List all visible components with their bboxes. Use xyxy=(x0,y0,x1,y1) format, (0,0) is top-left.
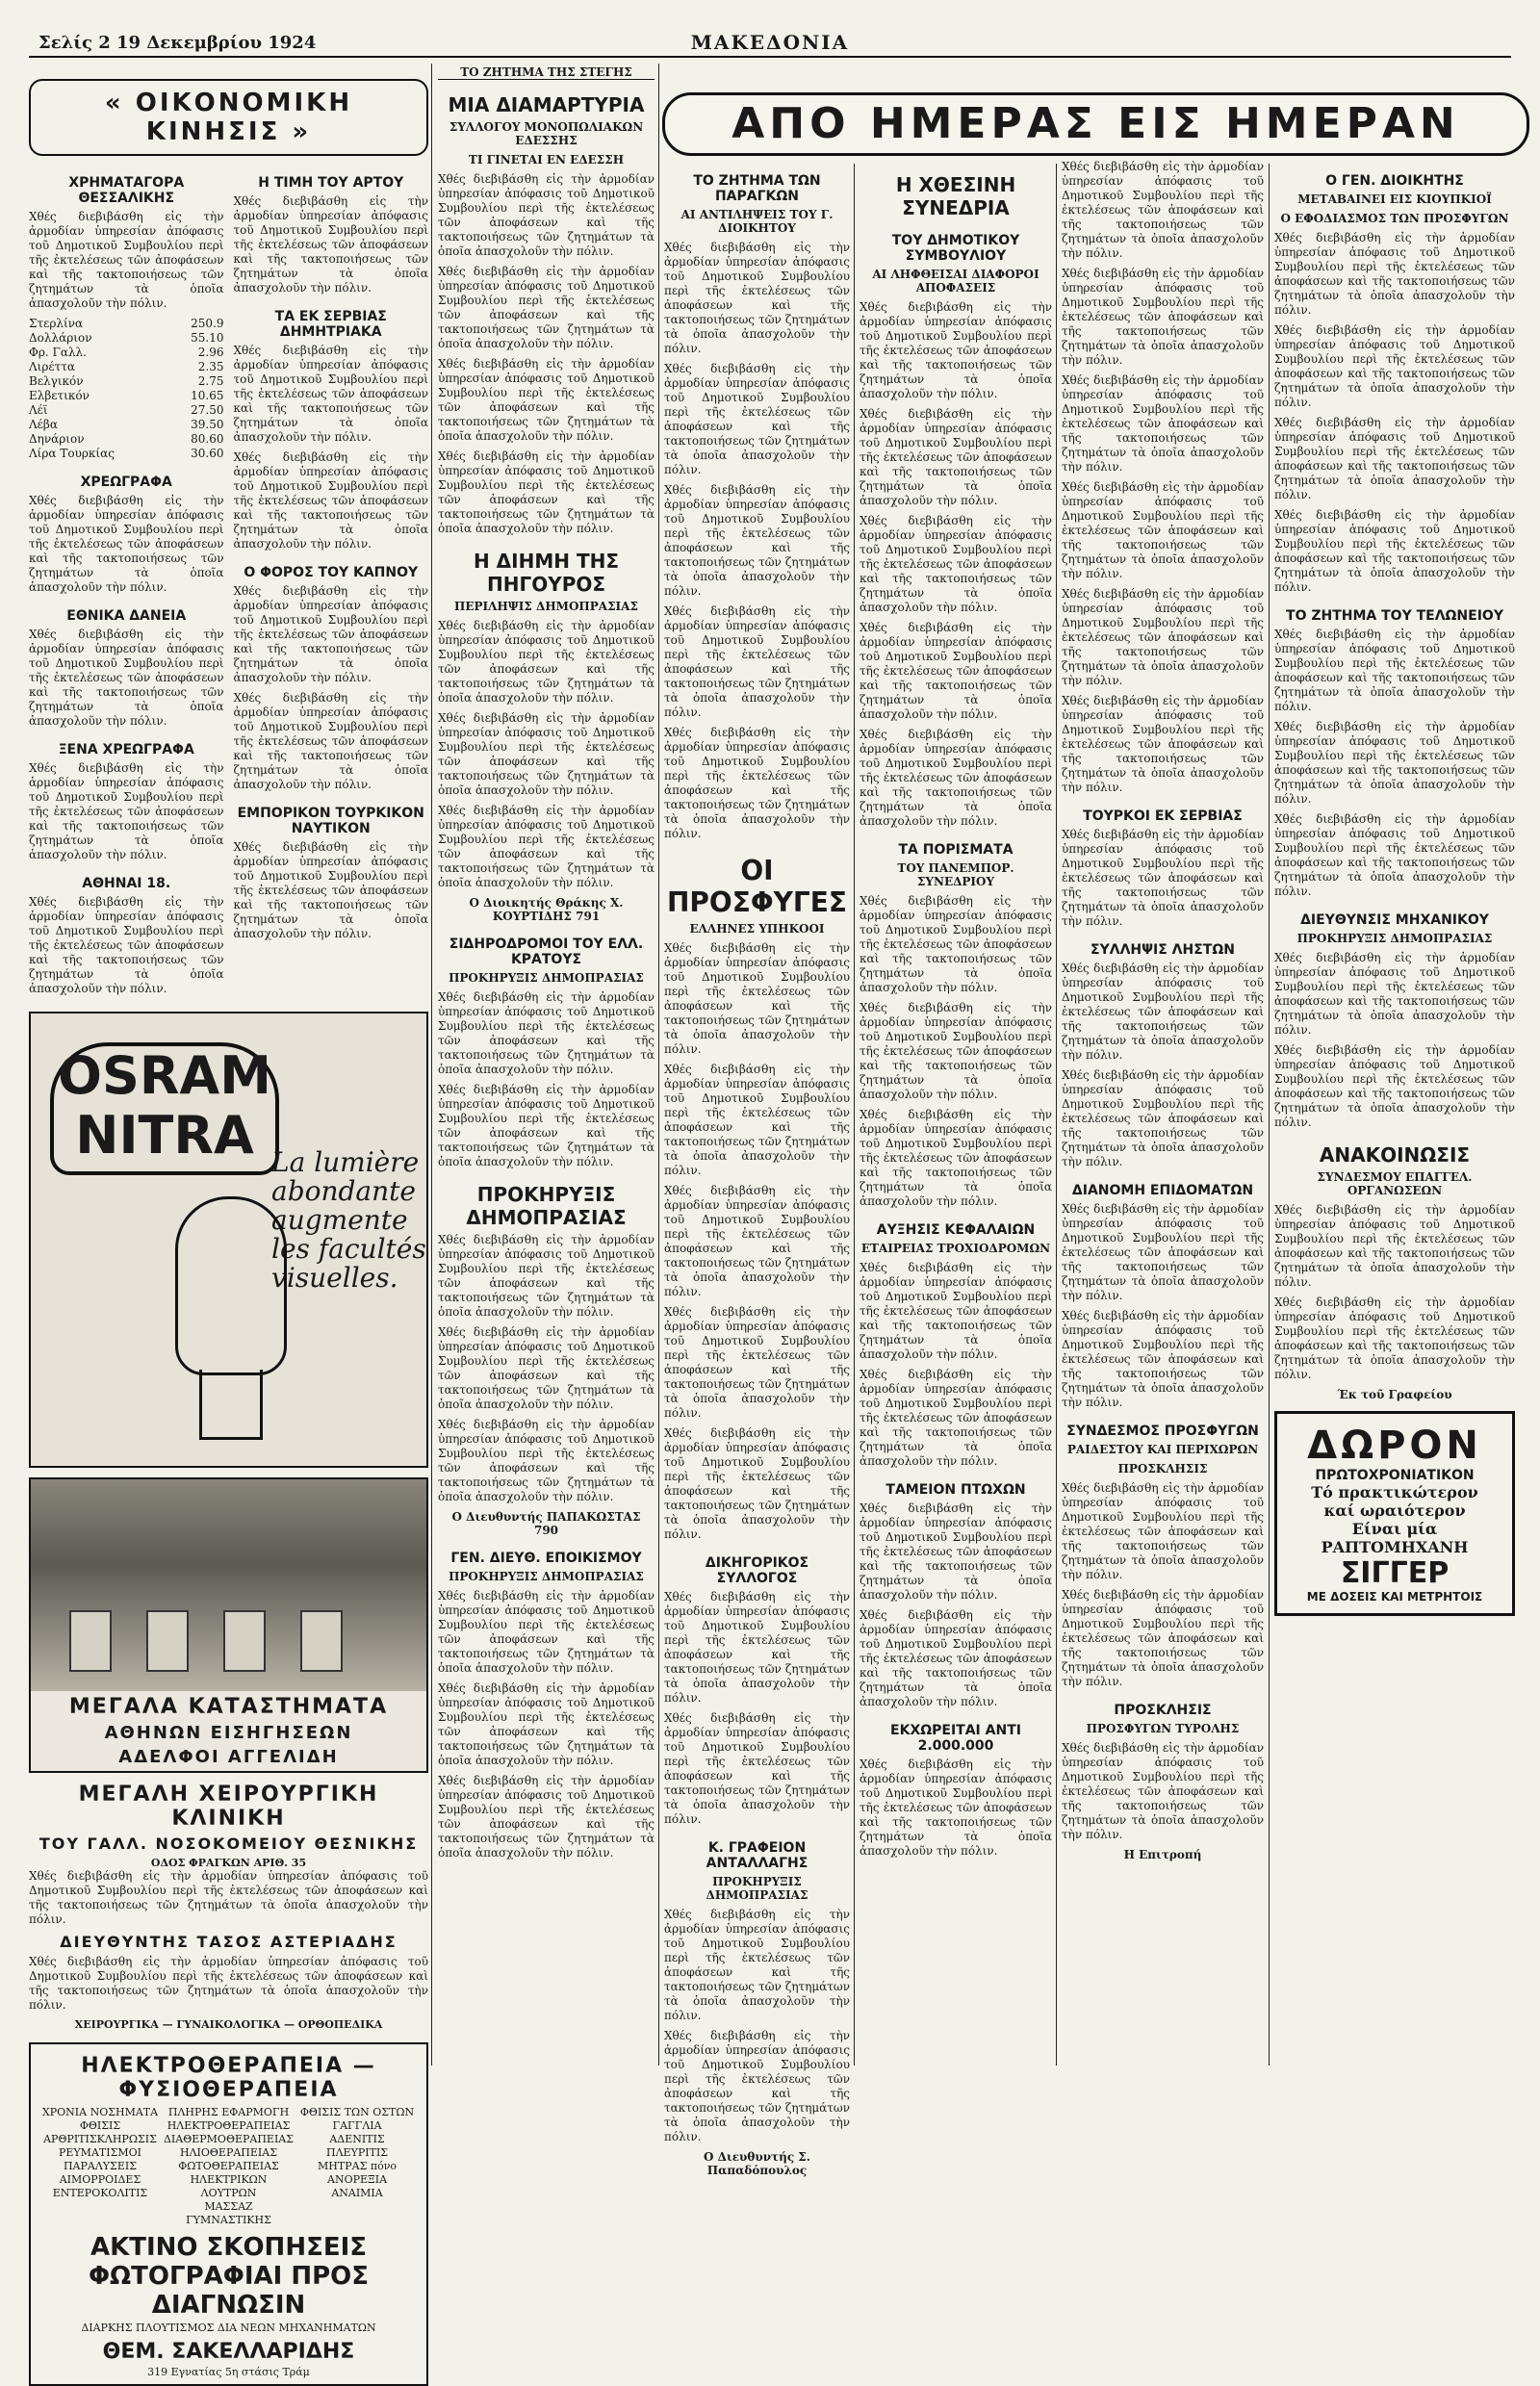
heading-protest: ΜΙΑ ΔΙΑΜΑΡΤΥΡΙΑ xyxy=(448,93,645,116)
window-shape xyxy=(146,1610,189,1672)
article-text: Χθές διεβιβάσθη εἰς τὴν ἀρμοδίαν ὑπηρεσίαν ἀπόφασις τοῦ Δημοτικοῦ Συμβουλίου περὶ τῆς ἐκτελέσεως τῶν ἀποφάσεων καὶ τῆς τακτοποιήσεως τῶν ζητημάτων τὰ ὁποῖα ἀπασχολοῦν τὴν πόλιν. xyxy=(1274,1296,1515,1381)
article-text: Χθές διεβιβάσθη εἰς τὴν ἀρμοδίαν ὑπηρεσίαν ἀπόφασις τοῦ Δημοτικοῦ Συμβουλίου περὶ τῆς ἐκτελέσεως τῶν ἀποφάσεων καὶ τῆς τακτοποιήσεως τῶν ζητημάτων τὰ ὁποῖα ἀπασχολοῦν τὴν πόλιν. xyxy=(1062,828,1264,928)
currency-name: Δηνάριον xyxy=(29,432,85,446)
article-text: Χθές διεβιβάσθη εἰς τὴν ἀρμοδίαν ὑπηρεσίαν ἀπόφασις τοῦ Δημοτικοῦ Συμβουλίου περὶ τῆς ἐκτελέσεως τῶν ἀποφάσεων καὶ τῆς τακτοποιήσεως τῶν ζητημάτων τὰ ὁποῖα ἀπασχολοῦν τὴν πόλιν. xyxy=(233,840,428,940)
article-text: Χθές διεβιβάσθη εἰς τὴν ἀρμοδίαν ὑπηρεσίαν ἀπόφασις τοῦ Δημοτικοῦ Συμβουλίου περὶ τῆς ἐκτελέσεως τῶν ἀποφάσεων καὶ τῆς τακτοποιήσεως τῶν ζητημάτων τὰ ὁποῖα ἀπασχολοῦν τὴν πόλιν. xyxy=(29,628,224,728)
article-text: Χθές διεβιβάσθη εἰς τὴν ἀρμοδίαν ὑπηρεσίαν ἀπόφασις τοῦ Δημοτικοῦ Συμβουλίου περὶ τῆς ἐκτελέσεως τῶν ἀποφάσεων καὶ τῆς τακτοποιήσεως τῶν ζητημάτων τὰ ὁποῖα ἀπασχολοῦν τὴν πόλιν. xyxy=(233,194,428,295)
ad-line-4: Είναι μία ΡΑΠΤΟΜΗΧΑΝΗ xyxy=(1321,1520,1469,1556)
section-banner xyxy=(662,92,1529,156)
clinic-director: ΔΙΕΥΘΥΝΤΗΣ ΤΑΣΟΣ ΑΣΤΕΡΙΑΔΗΣ xyxy=(60,1933,398,1951)
masthead xyxy=(29,27,1511,58)
lightbulb-base-icon xyxy=(199,1370,263,1440)
clinic-advertisement xyxy=(29,1783,428,2031)
currency-name: Δολλάριον xyxy=(29,331,92,345)
article-text: Χθές διεβιβάσθη εἰς τὴν ἀρμοδίαν ὑπηρεσίαν ἀπόφασις τοῦ Δημοτικοῦ Συμβουλίου περὶ τῆς ἐκτελέσεως τῶν ἀποφάσεων καὶ τῆς τακτοποιήσεως τῶν ζητημάτων τὰ ὁποῖα ἀπασχολοῦν τὴν πόλιν. xyxy=(1274,1043,1515,1129)
article-text: Χθές διεβιβάσθη εἰς τὴν ἀρμοδίαν ὑπηρεσίαν ἀπόφασις τοῦ Δημοτικοῦ Συμβουλίου περὶ τῆς ἐκτελέσεως τῶν ἀποφάσεων καὶ τῆς τακτοποιήσεως τῶν ζητημάτων τὰ ὁποῖα ἀπασχολοῦν τὴν πόλιν. xyxy=(1274,628,1515,713)
ad-line-6: ΜΕ ΔΟΣΕΙΣ ΚΑΙ ΜΕΤΡΗΤΟΙΣ xyxy=(1306,1590,1483,1603)
clinic-subtitle: ΤΟΥ ΓΑΛΛ. ΝΟΣΟΚΟΜΕΙΟΥ ΘΕΣΝΙΚΗΣ xyxy=(38,1834,419,1853)
osram-advertisement xyxy=(29,1012,428,1468)
article-text: Χθές διεβιβάσθη εἰς τὴν ἀρμοδίαν ὑπηρεσίαν ἀπόφασις τοῦ Δημοτικοῦ Συμβουλίου περὶ τῆς ἐκτελέσεως τῶν ἀποφάσεων καὶ τῆς τακτοποιήσεως τῶν ζητημάτων τὰ ὁποῖα ἀπασχολοῦν τὴν πόλιν. xyxy=(438,449,654,535)
column-huts xyxy=(664,160,850,2177)
article-text: Χθές διεβιβάσθη εἰς τὴν ἀρμοδίαν ὑπηρεσίαν ἀπόφασις τοῦ Δημοτικοῦ Συμβουλίου περὶ τῆς ἐκτελέσεως τῶν ἀποφάσεων καὶ τῆς τακτοποιήσεως τῶν ζητημάτων τὰ ὁποῖα ἀπασχολοῦν τὴν πόλιν. xyxy=(664,1711,850,1826)
currency-name: Ελβετικόν xyxy=(29,389,90,402)
subheading-auction: ΠΕΡΙΛΗΨΙΣ ΔΗΜΟΠΡΑΣΙΑΣ xyxy=(454,600,638,613)
article-text: Χθές διεβιβάσθη εἰς τὴν ἀρμοδίαν ὑπηρεσίαν ἀπόφασις τοῦ Δημοτικοῦ Συμβουλίου περὶ τῆς ἐκτελέσεως τῶν ἀποφάσεων καὶ τῆς τακτοποιήσεως τῶν ζητημάτων τὰ ὁποῖα ἀπασχολοῦν τὴν πόλιν. xyxy=(1062,1309,1264,1409)
heading-refugees: ΟΙ ΠΡΟΣΦΥΓΕΣ xyxy=(666,855,848,918)
article-text: Χθές διεβιβάσθη εἰς τὴν ἀρμοδίαν ὑπηρεσίαν ἀπόφασις τοῦ Δημοτικοῦ Συμβουλίου περὶ τῆς ἐκτελέσεως τῶν ἀποφάσεων καὶ τῆς τακτοποιήσεως τῶν ζητημάτων τὰ ὁποῖα ἀπασχολοῦν τὴν πόλιν. xyxy=(1274,508,1515,594)
column-rule xyxy=(1056,164,1057,2065)
currency-rate: 80.60 xyxy=(191,432,224,446)
currency-name: Λίρα Τουρκίας xyxy=(29,447,115,460)
currency-name: Φρ. Γαλλ. xyxy=(29,346,87,359)
heading-serbian-grain: ΤΑ ΕΚ ΣΕΡΒΙΑΣ ΔΗΜΗΤΡΙΑΚΑ xyxy=(274,309,387,340)
article-text: Χθές διεβιβάσθη εἰς τὴν ἀρμοδίαν ὑπηρεσίαν ἀπόφασις τοῦ Δημοτικοῦ Συμβουλίου περὶ τῆς ἐκτελέσεως τῶν ἀποφάσεων καὶ τῆς τακτοποιήσεως τῶν ζητημάτων τὰ ὁποῖα ἀπασχολοῦν τὴν πόλιν. xyxy=(29,895,224,995)
signature: Ο Διευθυντής ΠΑΠΑΚΩΣΤΑΣ 790 xyxy=(451,1510,641,1537)
heading-foreign-bonds: ΞΕΝΑ ΧΡΕΩΓΡΑΦΑ xyxy=(58,742,194,757)
store-owner: ΑΔΕΛΦΟΙ ΑΓΓΕΛΙΔΗ xyxy=(118,1747,339,1767)
ad-line-3: καί ωραιότερον xyxy=(1323,1501,1466,1520)
subheading-supply: Ο ΕΦΟΔΙΑΣΜΟΣ ΤΩΝ ΠΡΟΣΦΥΓΩΝ xyxy=(1280,212,1509,225)
article-text: Χθές διεβιβάσθη εἰς τὴν ἀρμοδίαν ὑπηρεσίαν ἀπόφασις τοῦ Δημοτικοῦ Συμβουλίου περὶ τῆς ἐκτελέσεως τῶν ἀποφάσεων καὶ τῆς τακτοποιήσεως τῶν ζητημάτων τὰ ὁποῖα ἀπασχολοῦν τὴν πόλιν. xyxy=(860,407,1052,507)
ad-line-5: ΣΙΓΓΕΡ xyxy=(1340,1556,1450,1590)
article-text: Χθές διεβιβάσθη εἰς τὴν ἀρμοδίαν ὑπηρεσίαν ἀπόφασις τοῦ Δημοτικοῦ Συμβουλίου περὶ τῆς ἐκτελέσεως τῶν ἀποφάσεων καὶ τῆς τακτοποιήσεως τῶν ζητημάτων τὰ ὁποῖα ἀπασχολοῦν τὴν πόλιν. xyxy=(438,990,654,1076)
subheading-tyroloe: ΠΡΟΣΦΥΓΩΝ ΤΥΡΟΛΗΣ xyxy=(1086,1722,1240,1735)
heading-turkish-navy: ΕΜΠΟΡΙΚΟΝ ΤΟΥΡΚΙΚΟΝ ΝΑΥΤΙΚΟΝ xyxy=(237,806,424,836)
article-text: Χθές διεβιβάσθη εἰς τὴν ἀρμοδίαν ὑπηρεσίαν ἀπόφασις τοῦ Δημοτικοῦ Συμβουλίου περὶ τῆς ἐκτελέσεως τῶν ἀποφάσεων καὶ τῆς τακτοποιήσεως τῶν ζητημάτων τὰ ὁποῖα ἀπασχολοῦν τὴν πόλιν. xyxy=(664,1426,850,1541)
page-date: Σελίς 2 19 Δεκεμβρίου 1924 xyxy=(38,33,317,53)
section-label: ΤΟ ΖΗΤΗΜΑ ΤΗΣ ΣΤΕΓΗΣ xyxy=(438,65,654,80)
column-rule xyxy=(431,64,432,2065)
ad-title: ΔΩΡΟΝ xyxy=(1307,1424,1482,1468)
section-title-economy: « ΟΙΚΟΝΟΜΙΚΗ ΚΙΝΗΣΙΣ » xyxy=(29,79,428,156)
column-economy xyxy=(29,64,428,2378)
article-text: Χθές διεβιβάσθη εἰς τὴν ἀρμοδίαν ὑπηρεσίαν ἀπόφασις τοῦ Δημοτικοῦ Συμβουλίου περὶ τῆς ἐκτελέσεως τῶν ἀποφάσεων καὶ τῆς τακτοποιήσεως τῶν ζητημάτων τὰ ὁποῖα ἀπασχολοῦν τὴν πόλιν. xyxy=(1274,1203,1515,1289)
store-advertisement xyxy=(29,1477,428,1773)
subheading-exchange-office: ΠΡΟΚΗΡΥΞΙΣ ΔΗΜΟΠΡΑΣΙΑΣ xyxy=(706,1875,808,1902)
osram-logo: OSRAM NITRA xyxy=(50,1042,279,1175)
article-text: Χθές διεβιβάσθη εἰς τὴν ἀρμοδίαν ὑπηρεσίαν ἀπόφασις τοῦ Δημοτικοῦ Συμβουλίου περὶ τῆς ἐκτελέσεως τῶν ἀποφάσεων καὶ τῆς τακτοποιήσεως τῶν ζητημάτων τὰ ὁποῖα ἀπασχολοῦν τὴν πόλιν. xyxy=(438,172,654,258)
signature: Η Επιτροπή xyxy=(1123,1848,1202,1861)
article-text: Χθές διεβιβάσθη εἰς τὴν ἀρμοδίαν ὑπηρεσίαν ἀπόφασις τοῦ Δημοτικοῦ Συμβουλίου περὶ τῆς ἐκτελέσεως τῶν ἀποφάσεων καὶ τῆς τακτοποιήσεως τῶν ζητημάτων τὰ ὁποῖα ἀπασχολοῦν τὴν πόλιν. xyxy=(1062,962,1264,1062)
exchange-rate-row xyxy=(29,432,224,447)
currency-rate: 55.10 xyxy=(191,331,224,345)
article-text: Χθές διεβιβάσθη εἰς τὴν ἀρμοδίαν ὑπηρεσίαν ἀπόφασις τοῦ Δημοτικοῦ Συμβουλίου περὶ τῆς ἐκτελέσεως τῶν ἀποφάσεων καὶ τῆς τακτοποιήσεως τῶν ζητημάτων τὰ ὁποῖα ἀπασχολοῦν τὴν πόλιν. xyxy=(664,941,850,1056)
article-text: Χθές διεβιβάσθη εἰς τὴν ἀρμοδίαν ὑπηρεσίαν ἀπόφασις τοῦ Δημοτικοῦ Συμβουλίου περὶ τῆς ἐκτελέσεως τῶν ἀποφάσεων καὶ τῆς τακτοποιήσεως τῶν ζητημάτων τὰ ὁποῖα ἀπασχολοῦν τὴν πόλιν. xyxy=(664,1908,850,2022)
banner-title: ΑΠΟ ΗΜΕΡΑΣ ΕΙΣ ΗΜΕΡΑΝ xyxy=(732,99,1460,148)
column-notices xyxy=(438,64,654,2065)
ad-line-1: ΠΡΩΤΟΧΡΟΝΙΑΤΙΚΟΝ xyxy=(1315,1468,1475,1483)
electrotherapy-advertisement xyxy=(29,2042,428,2386)
article-text: Χθές διεβιβάσθη εἰς τὴν ἀρμοδίαν ὑπηρεσίαν ἀπόφασις τοῦ Δημοτικοῦ Συμβουλίου περὶ τῆς ἐκτελέσεως τῶν ἀποφάσεων καὶ τῆς τακτοποιήσεως τῶν ζητημάτων τὰ ὁποῖα ἀπασχολοῦν τὴν πόλιν. xyxy=(438,265,654,350)
window-shape xyxy=(223,1610,266,1672)
currency-rate: 10.65 xyxy=(191,389,224,402)
exchange-rates-list xyxy=(29,317,224,461)
article-text: Χθές διεβιβάσθη εἰς τὴν ἀρμοδίαν ὑπηρεσίαν ἀπόφασις τοῦ Δημοτικοῦ Συμβουλίου περὶ τῆς ἐκτελέσεως τῶν ἀποφάσεων καὶ τῆς τακτοποιήσεως τῶν ζητημάτων τὰ ὁποῖα ἀπασχολοῦν τὴν πόλιν. xyxy=(438,1418,654,1503)
subheading-engineer: ΠΡΟΚΗΡΥΞΙΣ ΔΗΜΟΠΡΑΣΙΑΣ xyxy=(1296,932,1493,945)
article-text: Χθές διεβιβάσθη εἰς τὴν ἀρμοδίαν ὑπηρεσίαν ἀπόφασις τοῦ Δημοτικοῦ Συμβουλίου περὶ τῆς ἐκτελέσεως τῶν ἀποφάσεων καὶ τῆς τακτοποιήσεως τῶν ζητημάτων τὰ ὁποῖα ἀπασχολοῦν τὴν πόλιν. xyxy=(664,726,850,840)
article-text: Χθές διεβιβάσθη εἰς τὴν ἀρμοδίαν ὑπηρεσίαν ἀπόφασις τοῦ Δημοτικοῦ Συμβουλίου περὶ τῆς ἐκτελέσεως τῶν ἀποφάσεων καὶ τῆς τακτοποιήσεως τῶν ζητημάτων τὰ ὁποῖα ἀπασχολοῦν τὴν πόλιν. xyxy=(1062,373,1264,474)
article-text: Χθές διεβιβάσθη εἰς τὴν ἀρμοδίαν ὑπηρεσίαν ἀπόφασις τοῦ Δημοτικοῦ Συμβουλίου περὶ τῆς ἐκτελέσεως τῶν ἀποφάσεων καὶ τῆς τακτοποιήσεως τῶν ζητημάτων τὰ ὁποῖα ἀπασχολοῦν τὴν πόλιν. xyxy=(438,1589,654,1675)
article-text: Χθές διεβιβάσθη εἰς τὴν ἀρμοδίαν ὑπηρεσίαν ἀπόφασις τοῦ Δημοτικοῦ Συμβουλίου περὶ τῆς ἐκτελέσεως τῶν ἀποφάσεων καὶ τῆς τακτοποιήσεως τῶν ζητημάτων τὰ ὁποῖα ἀπασχολοῦν τὴν πόλιν. xyxy=(860,300,1052,400)
subheading-announcement: ΣΥΝΔΕΣΜΟΥ ΕΠΑΓΓΕΛ. ΟΡΓΑΝΩΣΕΩΝ xyxy=(1317,1170,1473,1197)
article-text: Χθές διεβιβάσθη εἰς τὴν ἀρμοδίαν ὑπηρεσίαν ἀπόφασις τοῦ Δημοτικοῦ Συμβουλίου περὶ τῆς ἐκτελέσεως τῶν ἀποφάσεων καὶ τῆς τακτοποιήσεως τῶν ζητημάτων τὰ ὁποῖα ἀπασχολοῦν τὴν πόλιν. xyxy=(1062,160,1264,260)
subheading-refugee-union: ΡΑΙΔΕΣΤΟΥ ΚΑΙ ΠΕΡΙΧΩΡΩΝ xyxy=(1066,1443,1259,1456)
article-text: Χθές διεβιβάσθη εἰς τὴν ἀρμοδίαν ὑπηρεσίαν ἀπόφασις τοῦ Δημοτικοῦ Συμβουλίου περὶ τῆς ἐκτελέσεως τῶν ἀποφάσεων καὶ τῆς τακτοποιήσεως τῶν ζητημάτων τὰ ὁποῖα ἀπασχολοῦν τὴν πόλιν. xyxy=(438,804,654,889)
article-text: Χθές διεβιβάσθη εἰς τὴν ἀρμοδίαν ὑπηρεσίαν ἀπόφασις τοῦ Δημοτικοῦ Συμβουλίου περὶ τῆς ἐκτελέσεως τῶν ἀποφάσεων καὶ τῆς τακτοποιήσεως τῶν ζητημάτων τὰ ὁποῖα ἀπασχολοῦν τὴν πόλιν. xyxy=(1062,1068,1264,1168)
exchange-rate-row xyxy=(29,374,224,389)
currency-rate: 30.60 xyxy=(191,447,224,460)
currency-name: Βελγικόν xyxy=(29,374,84,388)
store-subtitle: ΑΘΗΝΩΝ ΕΙΣΗΓΗΣΕΩΝ xyxy=(104,1723,353,1743)
heading-lawyers: ΔΙΚΗΓΟΡΙΚΟΣ ΣΥΛΛΟΓΟΣ xyxy=(705,1555,809,1586)
heading-athens: ΑΘΗΝΑΙ 18. xyxy=(82,876,171,891)
subheading-settlement: ΠΡΟΚΗΡΥΞΙΣ ΔΗΜΟΠΡΑΣΙΑΣ xyxy=(449,1570,644,1583)
exchange-rate-row xyxy=(29,418,224,432)
article-text: Χθές διεβιβάσθη εἰς τὴν ἀρμοδίαν ὑπηρεσίαν ἀπόφασις τοῦ Δημοτικοῦ Συμβουλίου περὶ τῆς ἐκτελέσεως τῶν ἀποφάσεων καὶ τῆς τακτοποιήσεως τῶν ζητημάτων τὰ ὁποῖα ἀπασχολοῦν τὴν πόλιν. xyxy=(860,728,1052,828)
article-text: Χθές διεβιβάσθη εἰς τὴν ἀρμοδίαν ὑπηρεσίαν ἀπόφασις τοῦ Δημοτικοῦ Συμβουλίου περὶ τῆς ἐκτελέσεως τῶν ἀποφάσεων καὶ τῆς τακτοποιήσεως τῶν ζητημάτων τὰ ὁποῖα ἀπασχολοῦν τὴν πόλιν. xyxy=(438,1325,654,1411)
article-text: Χθές διεβιβάσθη εἰς τὴν ἀρμοδίαν ὑπηρεσίαν ἀπόφασις τοῦ Δημοτικοῦ Συμβουλίου περὶ τῆς ἐκτελέσεως τῶν ἀποφάσεων καὶ τῆς τακτοποιήσεως τῶν ζητημάτων τὰ ὁποῖα ἀπασχολοῦν τὴν πόλιν. xyxy=(29,1955,428,2012)
osram-slogan: La lumière abondante augmente les facultés visuelles. xyxy=(271,1146,426,1294)
clinic-address: ΟΔΟΣ ΦΡΑΓΚΩΝ ΑΡΙΘ. 35 xyxy=(150,1857,307,1869)
heading-customs: ΤΟ ΖΗΤΗΜΑ ΤΟΥ ΤΕΛΩΝΕΙΟΥ xyxy=(1286,608,1503,624)
heading-conclusions: ΤΑ ΠΟΡΙΣΜΑΤΑ xyxy=(898,842,1014,858)
heading-capital: ΑΥΞΗΣΙΣ ΚΕΦΑΛΑΙΩΝ xyxy=(876,1222,1036,1238)
window-shape xyxy=(69,1610,112,1672)
heading-tender: ΠΡΟΚΗΡΥΞΙΣ ΔΗΜΟΠΡΑΣΙΑΣ xyxy=(466,1183,627,1229)
article-text: Χθές διεβιβάσθη εἰς τὴν ἀρμοδίαν ὑπηρεσίαν ἀπόφασις τοῦ Δημοτικοῦ Συμβουλίου περὶ τῆς ἐκτελέσεως τῶν ἀποφάσεων καὶ τῆς τακτοποιήσεως τῶν ζητημάτων τὰ ὁποῖα ἀπασχολοῦν τὴν πόλιν. xyxy=(1274,416,1515,501)
article-text: Χθές διεβιβάσθη εἰς τὴν ἀρμοδίαν ὑπηρεσίαν ἀπόφασις τοῦ Δημοτικοῦ Συμβουλίου περὶ τῆς ἐκτελέσεως τῶν ἀποφάσεων καὶ τῆς τακτοποιήσεως τῶν ζητημάτων τὰ ὁποῖα ἀπασχολοῦν τὴν πόλιν. xyxy=(1062,1202,1264,1302)
article-text: Χθές διεβιβάσθη εἰς τὴν ἀρμοδίαν ὑπηρεσίαν ἀπόφασις τοῦ Δημοτικοῦ Συμβουλίου περὶ τῆς ἐκτελέσεως τῶν ἀποφάσεων καὶ τῆς τακτοποιήσεως τῶν ζητημάτων τὰ ὁποῖα ἀπασχολοῦν τὴν πόλιν. xyxy=(438,619,654,705)
heading-bread-price: Η ΤΙΜΗ ΤΟΥ ΑΡΤΟΥ xyxy=(258,175,404,191)
subheading-council: ΑΙ ΛΗΦΘΕΙΣΑΙ ΔΙΑΦΟΡΟΙ ΑΠΟΦΑΣΕΙΣ xyxy=(872,268,1040,295)
heading-auction: Η ΔΙΗΜΗ ΤΗΣ ΠΗΓΟΥΡΟΣ xyxy=(473,550,619,596)
singer-advertisement xyxy=(1274,1411,1515,1616)
article-text: Χθές διεβιβάσθη εἰς τὴν ἀρμοδίαν ὑπηρεσίαν ἀπόφασις τοῦ Δημοτικοῦ Συμβουλίου περὶ τῆς ἐκτελέσεως τῶν ἀποφάσεων καὶ τῆς τακτοποιήσεως τῶν ζητημάτων τὰ ὁποῖα ἀπασχολοῦν τὴν πόλιν. xyxy=(29,1869,428,1926)
article-text: Χθές διεβιβάσθη εἰς τὴν ἀρμοδίαν ὑπηρεσίαν ἀπόφασις τοῦ Δημοτικοῦ Συμβουλίου περὶ τῆς ἐκτελέσεως τῶν ἀποφάσεων καὶ τῆς τακτοποιήσεως τῶν ζητημάτων τὰ ὁποῖα ἀπασχολοῦν τὴν πόλιν. xyxy=(29,761,224,861)
newspaper-title: ΜΑΚΕΔΟΝΙΑ xyxy=(690,31,850,54)
heading-tyroloe: ΠΡΟΣΚΛΗΣΙΣ xyxy=(1114,1703,1212,1718)
article-text: Χθές διεβιβάσθη εἰς τὴν ἀρμοδίαν ὑπηρεσίαν ἀπόφασις τοῦ Δημοτικοῦ Συμβουλίου περὶ τῆς ἐκτελέσεως τῶν ἀποφάσεων καὶ τῆς τακτοποιήσεως τῶν ζητημάτων τὰ ὁποῖα ἀπασχολοῦν τὴν πόλιν. xyxy=(233,344,428,444)
clinic-specialties: ΧΕΙΡΟΥΡΓΙΚΑ — ΓΥΝΑΙΚΟΛΟΓΙΚΑ — ΟΡΘΟΠΕΔΙΚΑ xyxy=(74,2018,383,2031)
article-text: Χθές διεβιβάσθη εἰς τὴν ἀρμοδίαν ὑπηρεσίαν ἀπόφασις τοῦ Δημοτικοῦ Συμβουλίου περὶ τῆς ἐκτελέσεως τῶν ἀποφάσεων καὶ τῆς τακτοποιήσεως τῶν ζητημάτων τὰ ὁποῖα ἀπασχολοῦν τὴν πόλιν. xyxy=(860,1368,1052,1468)
article-text: Χθές διεβιβάσθη εἰς τὴν ἀρμοδίαν ὑπηρεσίαν ἀπόφασις τοῦ Δημοτικοῦ Συμβουλίου περὶ τῆς ἐκτελέσεως τῶν ἀποφάσεων καὶ τῆς τακτοποιήσεως τῶν ζητημάτων τὰ ὁποῖα ἀπασχολοῦν τὴν πόλιν. xyxy=(233,450,428,551)
heading-settlement: ΓΕΝ. ΔΙΕΥΘ. ΕΠΟΙΚΙΣΜΟΥ xyxy=(450,1551,642,1566)
heading-exchange-office: Κ. ΓΡΑΦΕΙΟΝ ΑΝΤΑΛΛΑΓΗΣ xyxy=(706,1840,808,1871)
heading-governor: Ο ΓΕΝ. ΔΙΟΙΚΗΤΗΣ xyxy=(1325,173,1464,189)
article-text: Χθές διεβιβάσθη εἰς τὴν ἀρμοδίαν ὑπηρεσίαν ἀπόφασις τοῦ Δημοτικοῦ Συμβουλίου περὶ τῆς ἐκτελέσεως τῶν ἀποφάσεων καὶ τῆς τακτοποιήσεως τῶν ζητημάτων τὰ ὁποῖα ἀπασχολοῦν τὴν πόλιν. xyxy=(233,691,428,791)
heading-tobacco-tax: Ο ΦΟΡΟΣ ΤΟΥ ΚΑΠΝΟΥ xyxy=(244,565,419,580)
heading-bandits: ΣΥΛΛΗΨΙΣ ΛΗΣΤΩΝ xyxy=(1091,942,1235,958)
article-text: Χθές διεβιβάσθη εἰς τὴν ἀρμοδίαν ὑπηρεσίαν ἀπόφασις τοῦ Δημοτικοῦ Συμβουλίου περὶ τῆς ἐκτελέσεως τῶν ἀποφάσεων καὶ τῆς τακτοποιήσεως τῶν ζητημάτων τὰ ὁποῖα ἀπασχολοῦν τὴν πόλιν. xyxy=(1274,231,1515,317)
heading-refugee-union: ΣΥΝΔΕΣΜΟΣ ΠΡΟΣΦΥΓΩΝ xyxy=(1066,1424,1259,1439)
article-text: Χθές διεβιβάσθη εἰς τὴν ἀρμοδίαν ὑπηρεσίαν ἀπόφασις τοῦ Δημοτικοῦ Συμβουλίου περὶ τῆς ἐκτελέσεως τῶν ἀποφάσεων καὶ τῆς τακτοποιήσεως τῶν ζητημάτων τὰ ὁποῖα ἀπασχολοῦν τὴν πόλιν. xyxy=(438,1233,654,1319)
column-news xyxy=(1062,160,1264,2065)
article-text: Χθές διεβιβάσθη εἰς τὴν ἀρμοδίαν ὑπηρεσίαν ἀπόφασις τοῦ Δημοτικοῦ Συμβουλίου περὶ τῆς ἐκτελέσεως τῶν ἀποφάσεων καὶ τῆς τακτοποιήσεως τῶν ζητημάτων τὰ ὁποῖα ἀπασχολοῦν τὴν πόλιν. xyxy=(438,357,654,443)
heading-council-2: ΤΟΥ ΔΗΜΟΤΙΚΟΥ ΣΥΜΒΟΥΛΙΟΥ xyxy=(891,233,1020,264)
exchange-rate-row xyxy=(29,447,224,461)
signature: Ο Διοικητής Θράκης Χ. ΚΟΥΡΤΙΔΗΣ 791 xyxy=(469,896,624,923)
article-text: Χθές διεβιβάσθη εἰς τὴν ἀρμοδίαν ὑπηρεσίαν ἀπόφασις τοῦ Δημοτικοῦ Συμβουλίου περὶ τῆς ἐκτελέσεως τῶν ἀποφάσεων καὶ τῆς τακτοποιήσεως τῶν ζητημάτων τὰ ὁποῖα ἀπασχολοῦν τὴν πόλιν. xyxy=(1062,1741,1264,1841)
heading-exchange: ΧΡΗΜΑΤΑΓΟΡΑ ΘΕΣΣΑΛΙΚΗΣ xyxy=(68,175,185,206)
column-council xyxy=(860,160,1052,2065)
column-governor xyxy=(1274,160,1515,2065)
currency-name: Λιρέττα xyxy=(29,360,76,373)
article-text: Χθές διεβιβάσθη εἰς τὴν ἀρμοδίαν ὑπηρεσίαν ἀπόφασις τοῦ Δημοτικοῦ Συμβουλίου περὶ τῆς ἐκτελέσεως τῶν ἀποφάσεων καὶ τῆς τακτοποιήσεως τῶν ζητημάτων τὰ ὁποῖα ἀπασχολοῦν τὴν πόλιν. xyxy=(1062,480,1264,580)
store-photo xyxy=(31,1479,426,1691)
article-text: Χθές διεβιβάσθη εἰς τὴν ἀρμοδίαν ὑπηρεσίαν ἀπόφασις τοῦ Δημοτικοῦ Συμβουλίου περὶ τῆς ἐκτελέσεως τῶν ἀποφάσεων καὶ τῆς τακτοποιήσεως τῶν ζητημάτων τὰ ὁποῖα ἀπασχολοῦν τὴν πόλιν. xyxy=(1274,951,1515,1037)
article-text: Χθές διεβιβάσθη εἰς τὴν ἀρμοδίαν ὑπηρεσίαν ἀπόφασις τοῦ Δημοτικοῦ Συμβουλίου περὶ τῆς ἐκτελέσεως τῶν ἀποφάσεων καὶ τῆς τακτοποιήσεως τῶν ζητημάτων τὰ ὁποῖα ἀπασχολοῦν τὴν πόλιν. xyxy=(233,584,428,684)
article-text: Χθές διεβιβάσθη εἰς τὴν ἀρμοδίαν ὑπηρεσίαν ἀπόφασις τοῦ Δημοτικοῦ Συμβουλίου περὶ τῆς ἐκτελέσεως τῶν ἀποφάσεων καὶ τῆς τακτοποιήσεως τῶν ζητημάτων τὰ ὁποῖα ἀπασχολοῦν τὴν πόλιν. xyxy=(1062,1481,1264,1581)
subheading-railways: ΠΡΟΚΗΡΥΞΙΣ ΔΗΜΟΠΡΑΣΙΑΣ xyxy=(449,971,644,985)
article-text: Χθές διεβιβάσθη εἰς τὴν ἀρμοδίαν ὑπηρεσίαν ἀπόφασις τοῦ Δημοτικοῦ Συμβουλίου περὶ τῆς ἐκτελέσεως τῶν ἀποφάσεων καὶ τῆς τακτοποιήσεως τῶν ζητημάτων τὰ ὁποῖα ἀπασχολοῦν τὴν πόλιν. xyxy=(1062,1588,1264,1688)
xray-doctor-name: ΘΕΜ. ΣΑΚΕΛΛΑΡΙΔΗΣ xyxy=(102,2340,355,2364)
article-text: Χθές διεβιβάσθη εἰς τὴν ἀρμοδίαν ὑπηρεσίαν ἀπόφασις τοῦ Δημοτικοῦ Συμβουλίου περὶ τῆς ἐκτελέσεως τῶν ἀποφάσεων καὶ τῆς τακτοποιήσεως τῶν ζητημάτων τὰ ὁποῖα ἀπασχολοῦν τὴν πόλιν. xyxy=(1062,694,1264,794)
subheading-invitation: ΠΡΟΣΚΛΗΣΙΣ xyxy=(1117,1462,1208,1475)
clinic-title: ΜΕΓΑΛΗ ΧΕΙΡΟΥΡΓΙΚΗ ΚΛΙΝΙΚΗ xyxy=(78,1783,379,1831)
heading-assignment: ΕΚΧΩΡΕΙΤΑΙ ΑΝΤΙ 2.000.000 xyxy=(890,1723,1021,1754)
exchange-rate-row xyxy=(29,331,224,346)
electrotherapy-list-left: ΧΡΟΝΙΑ ΝΟΣΗΜΑΤΑ ΦΘΙΣΙΣ ΑΡΘΡΙΤΙΣΚΛΗΡΩΣΙΣ ΡΕΥΜΑΤΙΣΜΟΙ ΠΑΡΑΛΥΣΕΙΣ ΑΙΜΟΡΡΟΙΔΕΣ ΕΝΤΕΡΟΚΟΛΙΤΙΣ xyxy=(41,2106,159,2199)
heading-huts: ΤΟ ΖΗΤΗΜΑ ΤΩΝ ΠΑΡΑΓΚΩΝ xyxy=(693,173,821,204)
currency-rate: 2.35 xyxy=(197,360,224,373)
article-text: Χθές διεβιβάσθη εἰς τὴν ἀρμοδίαν ὑπηρεσίαν ἀπόφασις τοῦ Δημοτικοῦ Συμβουλίου περὶ τῆς ἐκτελέσεως τῶν ἀποφάσεων καὶ τῆς τακτοποιήσεως τῶν ζητημάτων τὰ ὁποῖα ἀπασχολοῦν τὴν πόλιν. xyxy=(860,514,1052,614)
xray-heading: ΑΚΤΙΝΟ ΣΚΟΠΗΣΕΙΣ ΦΩΤΟΓΡΑΦΙΑΙ ΠΡΟΣ ΔΙΑΓΝΩΣΙΝ xyxy=(88,2233,370,2320)
exchange-rate-row xyxy=(29,346,224,360)
xray-subtitle: ΔΙΑΡΚΗΣ ΠΛΟΥΤΙΣΜΟΣ ΔΙΑ ΝΕΩΝ ΜΗΧΑΝΗΜΑΤΩΝ xyxy=(81,2322,376,2334)
article-text: Χθές διεβιβάσθη εἰς τὴν ἀρμοδίαν ὑπηρεσίαν ἀπόφασις τοῦ Δημοτικοῦ Συμβουλίου περὶ τῆς ἐκτελέσεως τῶν ἀποφάσεων καὶ τῆς τακτοποιήσεως τῶν ζητημάτων τὰ ὁποῖα ἀπασχολοῦν τὴν πόλιν. xyxy=(29,210,224,310)
article-text: Χθές διεβιβάσθη εἰς τὴν ἀρμοδίαν ὑπηρεσίαν ἀπόφασις τοῦ Δημοτικοῦ Συμβουλίου περὶ τῆς ἐκτελέσεως τῶν ἀποφάσεων καὶ τῆς τακτοποιήσεως τῶν ζητημάτων τὰ ὁποῖα ἀπασχολοῦν τὴν πόλιν. xyxy=(860,1108,1052,1208)
heading-engineer: ΔΙΕΥΘΥΝΣΙΣ ΜΗΧΑΝΙΚΟΥ xyxy=(1300,912,1489,928)
currency-rate: 2.75 xyxy=(197,374,224,388)
article-text: Χθές διεβιβάσθη εἰς τὴν ἀρμοδίαν ὑπηρεσίαν ἀπόφασις τοῦ Δημοτικοῦ Συμβουλίου περὶ τῆς ἐκτελέσεως τῶν ἀποφάσεων καὶ τῆς τακτοποιήσεως τῶν ζητημάτων τὰ ὁποῖα ἀπασχολοῦν τὴν πόλιν. xyxy=(438,711,654,797)
heading-allowances: ΔΙΑΝΟΜΗ ΕΠΙΔΟΜΑΤΩΝ xyxy=(1071,1183,1254,1198)
heading-railways: ΣΙΔΗΡΟΔΡΟΜΟΙ ΤΟΥ ΕΛΛ. ΚΡΑΤΟΥΣ xyxy=(449,936,644,967)
article-text: Χθές διεβιβάσθη εἰς τὴν ἀρμοδίαν ὑπηρεσίαν ἀπόφασις τοῦ Δημοτικοῦ Συμβουλίου περὶ τῆς ἐκτελέσεως τῶν ἀποφάσεων καὶ τῆς τακτοποιήσεως τῶν ζητημάτων τὰ ὁποῖα ἀπασχολοῦν τὴν πόλιν. xyxy=(664,604,850,719)
article-text: Χθές διεβιβάσθη εἰς τὴν ἀρμοδίαν ὑπηρεσίαν ἀπόφασις τοῦ Δημοτικοῦ Συμβουλίου περὶ τῆς ἐκτελέσεως τῶν ἀποφάσεων καὶ τῆς τακτοποιήσεως τῶν ζητημάτων τὰ ὁποῖα ἀπασχολοῦν τὴν πόλιν. xyxy=(860,1261,1052,1361)
exchange-rate-row xyxy=(29,360,224,374)
electrotherapy-list-middle: ΠΛΗΡΗΣ ΕΦΑΡΜΟΓΗ ΗΛΕΚΤΡΟΘΕΡΑΠΕΙΑΣ ΔΙΑΘΕΡΜΟΘΕΡΑΠΕΙΑΣ ΗΛΙΟΘΕΡΑΠΕΙΑΣ ΦΩΤΟΘΕΡΑΠΕΙΑΣ ΗΛΕΚΤΡΙΚΩΝ ΛΟΥΤΡΩΝ ΜΑΣΣΑΖ ΓΥΜΝΑΣΤΙΚΗΣ xyxy=(163,2106,295,2226)
column-rule xyxy=(658,64,659,2065)
exchange-rate-row xyxy=(29,403,224,418)
currency-rate: 27.50 xyxy=(191,403,224,417)
article-text: Χθές διεβιβάσθη εἰς τὴν ἀρμοδίαν ὑπηρεσίαν ἀπόφασις τοῦ Δημοτικοῦ Συμβουλίου περὶ τῆς ἐκτελέσεως τῶν ἀποφάσεων καὶ τῆς τακτοποιήσεως τῶν ζητημάτων τὰ ὁποῖα ἀπασχολοῦν τὴν πόλιν. xyxy=(860,1608,1052,1708)
signature: Ο Διευθυντής Σ. Παπαδόπουλος xyxy=(704,2150,810,2177)
column-rule xyxy=(1269,164,1270,2065)
article-text: Χθές διεβιβάσθη εἰς τὴν ἀρμοδίαν ὑπηρεσίαν ἀπόφασις τοῦ Δημοτικοῦ Συμβουλίου περὶ τῆς ἐκτελέσεως τῶν ἀποφάσεων καὶ τῆς τακτοποιήσεως τῶν ζητημάτων τὰ ὁποῖα ἀπασχολοῦν τὴν πόλιν. xyxy=(860,1001,1052,1101)
currency-rate: 39.50 xyxy=(191,418,224,431)
heading-council: Η ΧΘΕΣΙΝΗ ΣΥΝΕΔΡΙΑ xyxy=(895,173,1016,219)
lightbulb-icon xyxy=(175,1196,287,1375)
article-text: Χθές διεβιβάσθη εἰς τὴν ἀρμοδίαν ὑπηρεσίαν ἀπόφασις τοῦ Δημοτικοῦ Συμβουλίου περὶ τῆς ἐκτελέσεως τῶν ἀποφάσεων καὶ τῆς τακτοποιήσεως τῶν ζητημάτων τὰ ὁποῖα ἀπασχολοῦν τὴν πόλιν. xyxy=(438,1083,654,1168)
article-text: Χθές διεβιβάσθη εἰς τὴν ἀρμοδίαν ὑπηρεσίαν ἀπόφασις τοῦ Δημοτικοῦ Συμβουλίου περὶ τῆς ἐκτελέσεως τῶν ἀποφάσεων καὶ τῆς τακτοποιήσεως τῶν ζητημάτων τὰ ὁποῖα ἀπασχολοῦν τὴν πόλιν. xyxy=(664,1063,850,1177)
window-shape xyxy=(300,1610,343,1672)
article-text: Χθές διεβιβάσθη εἰς τὴν ἀρμοδίαν ὑπηρεσίαν ἀπόφασις τοῦ Δημοτικοῦ Συμβουλίου περὶ τῆς ἐκτελέσεως τῶν ἀποφάσεων καὶ τῆς τακτοποιήσεως τῶν ζητημάτων τὰ ὁποῖα ἀπασχολοῦν τὴν πόλιν. xyxy=(1062,587,1264,687)
article-text: Χθές διεβιβάσθη εἰς τὴν ἀρμοδίαν ὑπηρεσίαν ἀπόφασις τοῦ Δημοτικοῦ Συμβουλίου περὶ τῆς ἐκτελέσεως τῶν ἀποφάσεων καὶ τῆς τακτοποιήσεως τῶν ζητημάτων τὰ ὁποῖα ἀπασχολοῦν τὴν πόλιν. xyxy=(1062,267,1264,367)
currency-rate: 250.9 xyxy=(191,317,224,330)
subheading-protest-2: ΤΙ ΓΙΝΕΤΑΙ ΕΝ ΕΔΕΣΣΗ xyxy=(468,153,625,167)
heading-poor-fund: ΤΑΜΕΙΟΝ ΠΤΩΧΩΝ xyxy=(886,1482,1026,1498)
currency-name: Λέβα xyxy=(29,418,58,431)
article-text: Χθές διεβιβάσθη εἰς τὴν ἀρμοδίαν ὑπηρεσίαν ἀπόφασις τοῦ Δημοτικοῦ Συμβουλίου περὶ τῆς ἐκτελέσεως τῶν ἀποφάσεων καὶ τῆς τακτοποιήσεως τῶν ζητημάτων τὰ ὁποῖα ἀπασχολοῦν τὴν πόλιν. xyxy=(1274,323,1515,409)
currency-rate: 2.96 xyxy=(197,346,224,359)
subheading-capital: ΕΤΑΙΡΕΙΑΣ ΤΡΟΧΙΟΔΡΟΜΩΝ xyxy=(860,1242,1051,1255)
article-text: Χθές διεβιβάσθη εἰς τὴν ἀρμοδίαν ὑπηρεσίαν ἀπόφασις τοῦ Δημοτικοῦ Συμβουλίου περὶ τῆς ἐκτελέσεως τῶν ἀποφάσεων καὶ τῆς τακτοποιήσεως τῶν ζητημάτων τὰ ὁποῖα ἀπασχολοῦν τὴν πόλιν. xyxy=(664,483,850,598)
article-text: Χθές διεβιβάσθη εἰς τὴν ἀρμοδίαν ὑπηρεσίαν ἀπόφασις τοῦ Δημοτικοῦ Συμβουλίου περὶ τῆς ἐκτελέσεως τῶν ἀποφάσεων καὶ τῆς τακτοποιήσεως τῶν ζητημάτων τὰ ὁποῖα ἀπασχολοῦν τὴν πόλιν. xyxy=(664,1305,850,1420)
article-text: Χθές διεβιβάσθη εἰς τὴν ἀρμοδίαν ὑπηρεσίαν ἀπόφασις τοῦ Δημοτικοῦ Συμβουλίου περὶ τῆς ἐκτελέσεως τῶν ἀποφάσεων καὶ τῆς τακτοποιήσεως τῶν ζητημάτων τὰ ὁποῖα ἀπασχολοῦν τὴν πόλιν. xyxy=(1274,812,1515,898)
article-text: Χθές διεβιβάσθη εἰς τὴν ἀρμοδίαν ὑπηρεσίαν ἀπόφασις τοῦ Δημοτικοῦ Συμβουλίου περὶ τῆς ἐκτελέσεως τῶν ἀποφάσεων καὶ τῆς τακτοποιήσεως τῶν ζητημάτων τὰ ὁποῖα ἀπασχολοῦν τὴν πόλιν. xyxy=(664,241,850,355)
article-text: Χθές διεβιβάσθη εἰς τὴν ἀρμοδίαν ὑπηρεσίαν ἀπόφασις τοῦ Δημοτικοῦ Συμβουλίου περὶ τῆς ἐκτελέσεως τῶν ἀποφάσεων καὶ τῆς τακτοποιήσεως τῶν ζητημάτων τὰ ὁποῖα ἀπασχολοῦν τὴν πόλιν. xyxy=(860,621,1052,721)
article-text: Χθές διεβιβάσθη εἰς τὴν ἀρμοδίαν ὑπηρεσίαν ἀπόφασις τοῦ Δημοτικοῦ Συμβουλίου περὶ τῆς ἐκτελέσεως τῶν ἀποφάσεων καὶ τῆς τακτοποιήσεως τῶν ζητημάτων τὰ ὁποῖα ἀπασχολοῦν τὴν πόλιν. xyxy=(664,2029,850,2143)
subheading-governor: ΜΕΤΑΒΑΙΝΕΙ ΕΙΣ ΚΙΟΥΠΚΙΟΪ xyxy=(1297,192,1492,206)
article-text: Χθές διεβιβάσθη εἰς τὴν ἀρμοδίαν ὑπηρεσίαν ἀπόφασις τοῦ Δημοτικοῦ Συμβουλίου περὶ τῆς ἐκτελέσεως τῶν ἀποφάσεων καὶ τῆς τακτοποιήσεως τῶν ζητημάτων τὰ ὁποῖα ἀπασχολοῦν τὴν πόλιν. xyxy=(664,1590,850,1705)
article-text: Χθές διεβιβάσθη εἰς τὴν ἀρμοδίαν ὑπηρεσίαν ἀπόφασις τοῦ Δημοτικοῦ Συμβουλίου περὶ τῆς ἐκτελέσεως τῶν ἀποφάσεων καὶ τῆς τακτοποιήσεως τῶν ζητημάτων τὰ ὁποῖα ἀπασχολοῦν τὴν πόλιν. xyxy=(438,1681,654,1767)
article-text: Χθές διεβιβάσθη εἰς τὴν ἀρμοδίαν ὑπηρεσίαν ἀπόφασις τοῦ Δημοτικοῦ Συμβουλίου περὶ τῆς ἐκτελέσεως τῶν ἀποφάσεων καὶ τῆς τακτοποιήσεως τῶν ζητημάτων τὰ ὁποῖα ἀπασχολοῦν τὴν πόλιν. xyxy=(860,1757,1052,1858)
store-title: ΜΕΓΑΛΑ ΚΑΤΑΣΤΗΜΑΤΑ xyxy=(68,1695,389,1719)
column-rule xyxy=(854,164,855,2065)
currency-name: Λέϊ xyxy=(29,403,48,417)
heading-turks-serbia: ΤΟΥΡΚΟΙ ΕΚ ΣΕΡΒΙΑΣ xyxy=(1083,808,1243,824)
exchange-rate-row xyxy=(29,389,224,403)
electrotherapy-list-right: ΦΘΙΣΙΣ ΤΩΝ ΟΣΤΩΝ ΓΑΓΓΛΙΑ ΑΔΕΝΙΤΙΣ ΠΛΕΥΡΙΤΙΣ ΜΗΤΡΑΣ πόνο ΑΝΟΡΕΞΙΑ ΑΝΑΙΜΙΑ xyxy=(299,2106,415,2199)
subheading-huts: ΑΙ ΑΝΤΙΛΗΨΕΙΣ ΤΟΥ Γ. ΔΙΟΙΚΗΤΟΥ xyxy=(680,208,834,235)
xray-address: 319 Εγνατίας 5η στάσις Τράμ xyxy=(147,2366,310,2378)
subheading-refugees: ΕΛΛΗΝΕΣ ΥΠΗΚΟΟΙ xyxy=(689,922,825,936)
article-text: Χθές διεβιβάσθη εἰς τὴν ἀρμοδίαν ὑπηρεσίαν ἀπόφασις τοῦ Δημοτικοῦ Συμβουλίου περὶ τῆς ἐκτελέσεως τῶν ἀποφάσεων καὶ τῆς τακτοποιήσεως τῶν ζητημάτων τὰ ὁποῖα ἀπασχολοῦν τὴν πόλιν. xyxy=(860,894,1052,994)
currency-name: Στερλίνα xyxy=(29,317,84,330)
article-text: Χθές διεβιβάσθη εἰς τὴν ἀρμοδίαν ὑπηρεσίαν ἀπόφασις τοῦ Δημοτικοῦ Συμβουλίου περὶ τῆς ἐκτελέσεως τῶν ἀποφάσεων καὶ τῆς τακτοποιήσεως τῶν ζητημάτων τὰ ὁποῖα ἀπασχολοῦν τὴν πόλιν. xyxy=(664,362,850,476)
article-text: Χθές διεβιβάσθη εἰς τὴν ἀρμοδίαν ὑπηρεσίαν ἀπόφασις τοῦ Δημοτικοῦ Συμβουλίου περὶ τῆς ἐκτελέσεως τῶν ἀποφάσεων καὶ τῆς τακτοποιήσεως τῶν ζητημάτων τὰ ὁποῖα ἀπασχολοῦν τὴν πόλιν. xyxy=(1274,720,1515,806)
electrotherapy-title: ΗΛΕΚΤΡΟΘΕΡΑΠΕΙΑ — ΦΥΣΙΟΘΕΡΑΠΕΙΑ xyxy=(81,2054,376,2102)
article-text: Χθές διεβιβάσθη εἰς τὴν ἀρμοδίαν ὑπηρεσίαν ἀπόφασις τοῦ Δημοτικοῦ Συμβουλίου περὶ τῆς ἐκτελέσεως τῶν ἀποφάσεων καὶ τῆς τακτοποιήσεως τῶν ζητημάτων τὰ ὁποῖα ἀπασχολοῦν τὴν πόλιν. xyxy=(860,1501,1052,1602)
ad-line-2: Τό πρακτικώτερον xyxy=(1311,1483,1478,1501)
subheading-protest: ΣΥΛΛΟΓΟΥ ΜΟΝΟΠΩΛΙΑΚΩΝ ΕΔΕΣΣΗΣ xyxy=(449,120,644,147)
article-text: Χθές διεβιβάσθη εἰς τὴν ἀρμοδίαν ὑπηρεσίαν ἀπόφασις τοῦ Δημοτικοῦ Συμβουλίου περὶ τῆς ἐκτελέσεως τῶν ἀποφάσεων καὶ τῆς τακτοποιήσεως τῶν ζητημάτων τὰ ὁποῖα ἀπασχολοῦν τὴν πόλιν. xyxy=(438,1774,654,1860)
signature: Έκ τοῦ Γραφείου xyxy=(1337,1388,1452,1401)
exchange-rate-row xyxy=(29,317,224,331)
subheading-conclusions: ΤΟΥ ΠΑΝΕΜΠΟΡ. ΣΥΝΕΔΡΙΟΥ xyxy=(897,861,1014,888)
heading-bonds: ΧΡΕΩΓΡΑΦΑ xyxy=(80,475,172,490)
article-text: Χθές διεβιβάσθη εἰς τὴν ἀρμοδίαν ὑπηρεσίαν ἀπόφασις τοῦ Δημοτικοῦ Συμβουλίου περὶ τῆς ἐκτελέσεως τῶν ἀποφάσεων καὶ τῆς τακτοποιήσεως τῶν ζητημάτων τὰ ὁποῖα ἀπασχολοῦν τὴν πόλιν. xyxy=(664,1184,850,1298)
heading-announcement: ΑΝΑΚΟΙΝΩΣΙΣ xyxy=(1319,1143,1471,1167)
heading-national-loans: ΕΘΝΙΚΑ ΔΑΝΕΙΑ xyxy=(66,608,187,624)
article-text: Χθές διεβιβάσθη εἰς τὴν ἀρμοδίαν ὑπηρεσίαν ἀπόφασις τοῦ Δημοτικοῦ Συμβουλίου περὶ τῆς ἐκτελέσεως τῶν ἀποφάσεων καὶ τῆς τακτοποιήσεως τῶν ζητημάτων τὰ ὁποῖα ἀπασχολοῦν τὴν πόλιν. xyxy=(29,494,224,594)
